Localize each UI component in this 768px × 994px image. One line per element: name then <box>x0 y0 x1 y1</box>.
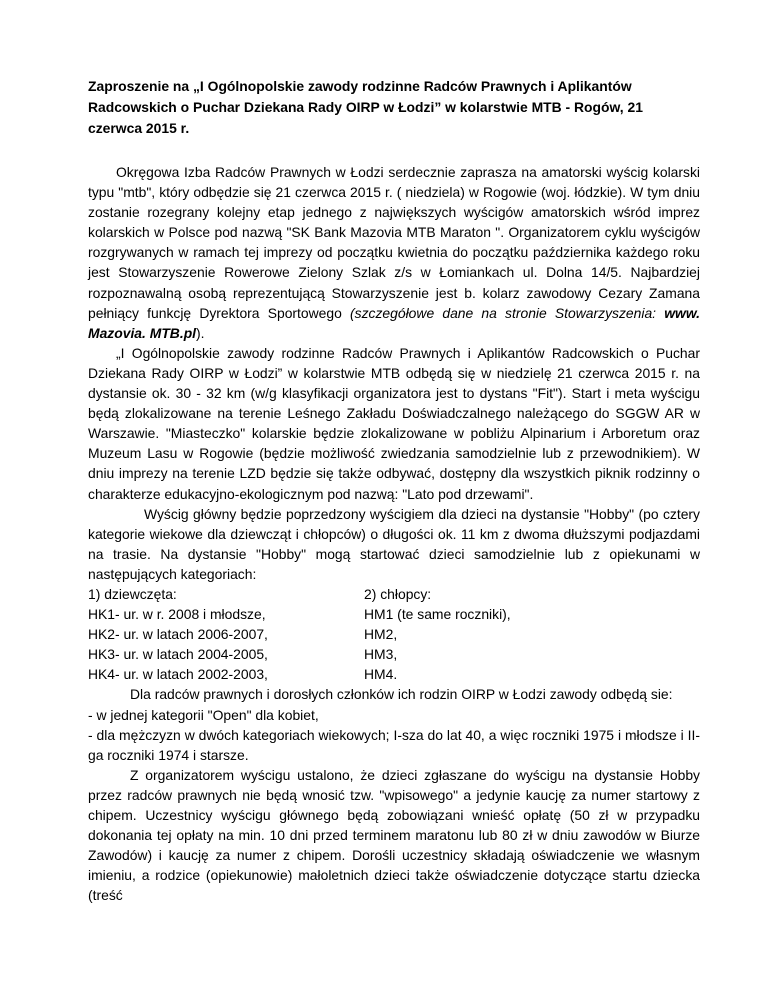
boys-category: HM4. <box>364 666 398 683</box>
intro-note-open: (szczegółowe dane na stronie Stowarzyszenia: <box>350 304 665 321</box>
intro-note-close: ). <box>196 324 205 341</box>
boys-category: HM3, <box>364 646 398 663</box>
boys-header: 2) chłopcy: <box>364 585 432 602</box>
category-row <box>88 644 700 664</box>
girls-category: HK1- ur. w r. 2008 i młodsze, <box>88 606 266 623</box>
paragraph-intro <box>88 162 700 343</box>
document-title: Zaproszenie na „I Ogólnopolskie zawody rodzinne Radców Prawnych i Aplikantów Radcowskich o Puchar Dziekana Rady OIRP w Łodzi” w kolarstwie MTB - Rogów, 21 czerwca 2015 r. <box>88 78 643 136</box>
category-row <box>88 624 700 644</box>
paragraph-fees: Z organizatorem wyścigu ustalono, że dzieci zgłaszane do wyścigu na dystansie Hobby przez radców prawnych nie będą wnosić tzw. "wpisowego" a jedynie kaucję za numer startowy z chipem. Uczestnicy wyścigu głównego będą zobowiązani wnieść opłatę (50 zł w przypadku dokonania tej opłaty na min. 10 dni przed terminem maratonu lub 80 zł w dniu zawodów w Biurze Zawodów) i kaucję za numer z chipem. Dorośli uczestnicy składają oświadczenie we własnym imieniu, a rodzice (opiekunowie) małoletnich dzieci także oświadczenie dotyczące startu dziecka (treść <box>88 766 700 904</box>
categories-table <box>88 584 700 684</box>
paragraph-event: „I Ogólnopolskie zawody rodzinne Radców Prawnych i Aplikantów Radcowskich o Puchar Dziekana Rady OIRP w Łodzi” w kolarstwie MTB odbędą się w niedzielę 21 czerwca 2015 r. na dystansie ok. 30 - 32 km (w/g klasyfikacji organizatora jest to dystans "Fit"). Start i meta wyścigu będą zlokalizowane na terenie Leśnego Zakładu Doświadczalnego należącego do SGGW AR w Warszawie. "Miasteczko" kolarskie będzie zlokalizowane w pobliżu Alpinarium i Arboretum oraz Muzeum Lasu w Rogowie (będzie możliwość zwiedzania samodzielnie lub z przewodnikiem). W dniu imprezy na terenie LZD będzie się także odbywać, dostępny dla wszystkich piknik rodzinny o charakterze edukacyjno-ekologicznym pod nazwą: "Lato pod drzewami". <box>88 344 700 502</box>
categories-header-row <box>88 584 700 604</box>
category-row <box>88 604 700 624</box>
girls-header: 1) dziewczęta: <box>88 585 177 602</box>
list-item-women: - w jednej kategorii "Open" dla kobiet, <box>88 706 319 723</box>
paragraph-hobby: Wyścig główny będzie poprzedzony wyścigiem dla dzieci na dystansie "Hobby" (po cztery kategorie wiekowe dla dziewcząt i chłopców) o długości ok. 11 km z dwoma dłuższymi podjazdami na trasie. Na dystansie "Hobby" mogą startować dzieci samodzielnie lub z opiekunami w następujących kategoriach: <box>88 505 700 582</box>
girls-category: HK3- ur. w latach 2004-2005, <box>88 646 268 663</box>
boys-category: HM2, <box>364 626 398 643</box>
category-row <box>88 664 700 684</box>
paragraph-adults: Dla radców prawnych i dorosłych członków ich rodzin OIRP w Łodzi zawody odbędą sie: <box>130 686 673 703</box>
list-item-men: - dla mężczyzn w dwóch kategoriach wiekowych; I-sza do lat 40, a więc roczniki 1975 i młodsze i II-ga roczniki 1974 i starsze. <box>88 726 700 763</box>
boys-category: HM1 (te same roczniki), <box>364 606 511 623</box>
girls-category: HK4- ur. w latach 2002-2003, <box>88 666 268 683</box>
intro-text: Okręgowa Izba Radców Prawnych w Łodzi serdecznie zaprasza na amatorski wyścig kolarski typu "mtb", który odbędzie się 21 czerwca 2015 r. ( niedziela) w Rogowie (woj. łódzkie). W tym dniu zostanie rozegrany kolejny etap jednego z największych wyścigów amatorskich wśród imprez kolarskich w Polsce pod nazwą "SK Bank Mazovia MTB Maraton ". Organizatorem cyklu wyścigów rozgrywanych w ramach tej imprezy od początku kwietnia do początku października każdego roku jest Stowarzyszenie Rowerowe Zielony Szlak z/s w Łomiankach ul. Dolna 14/5. Najbardziej rozpoznawalną osobą reprezentującą Stowarzyszenie jest b. kolarz zawodowy Cezary Zamana pełniący funkcję Dyrektora Sportowego <box>88 164 700 321</box>
girls-category: HK2- ur. w latach 2006-2007, <box>88 626 268 643</box>
mazovia-link[interactable]: www. Mazovia. MTB.pl <box>88 304 700 341</box>
